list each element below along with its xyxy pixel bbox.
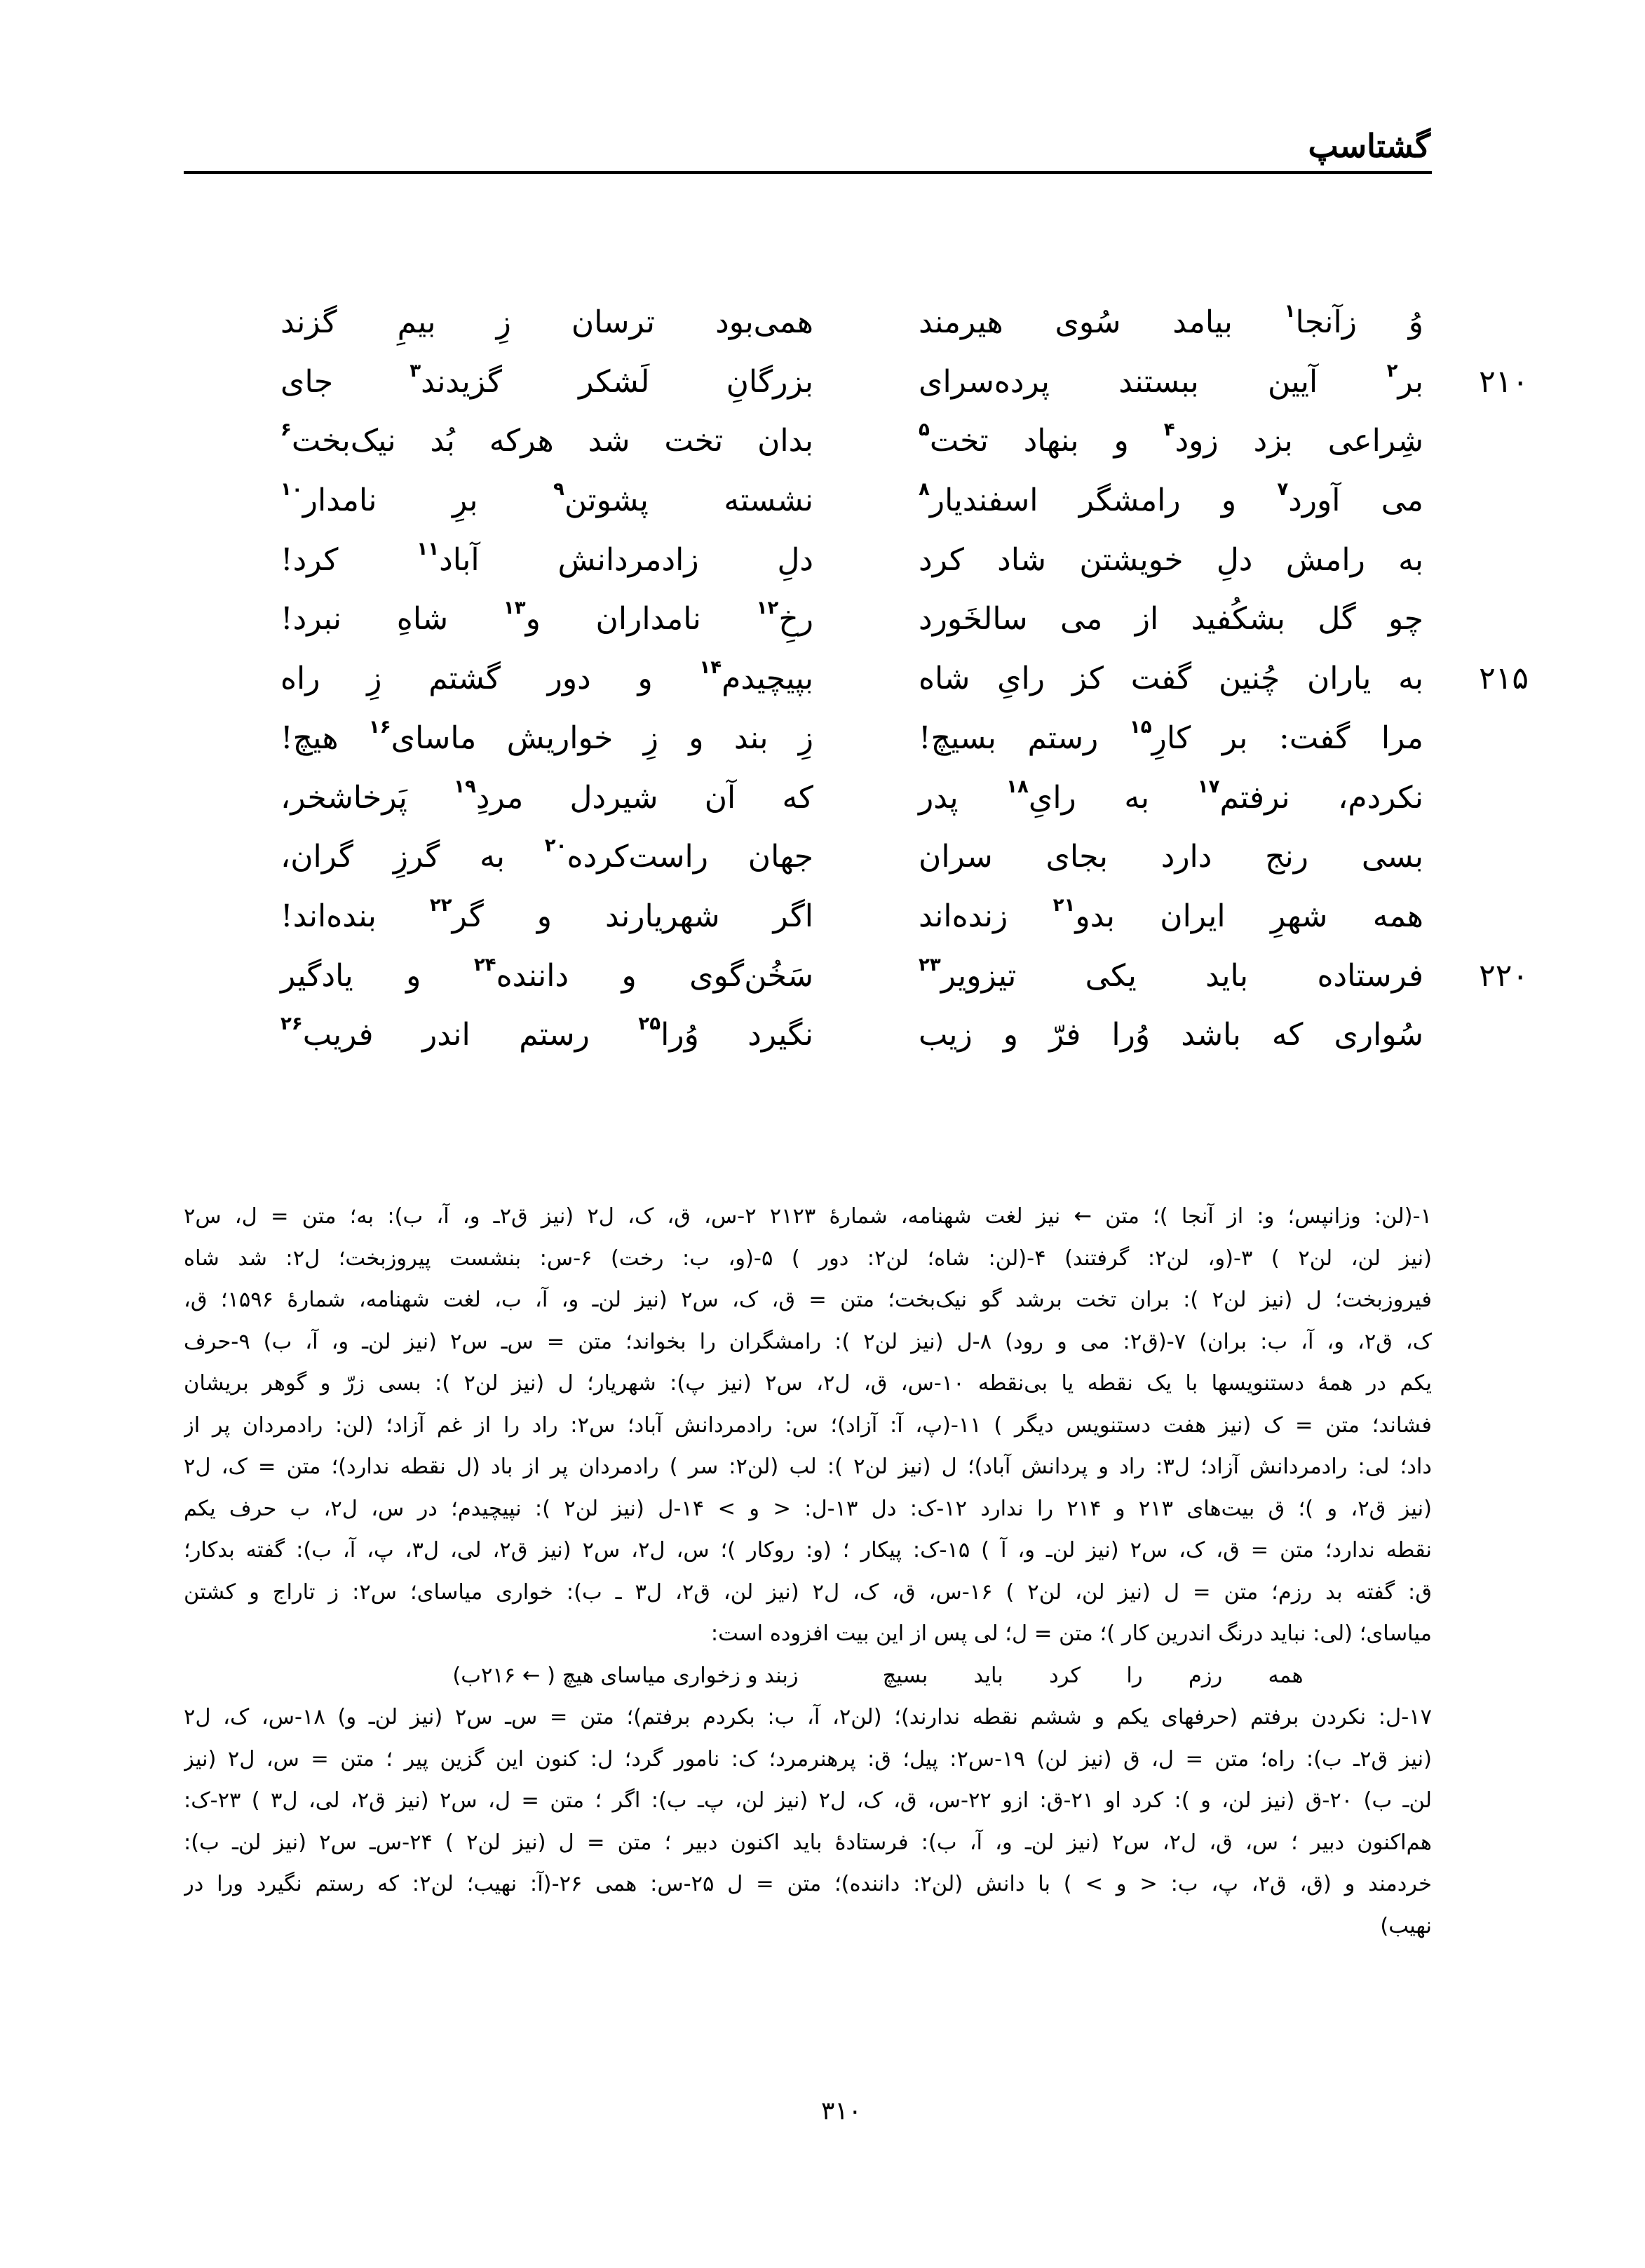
verse-text: نامداران و xyxy=(525,601,757,637)
verse-text: بسی رنج دارد بجای سران xyxy=(919,839,1423,875)
verse-text: جای xyxy=(280,363,410,400)
hemistich-second xyxy=(280,709,813,769)
couplet xyxy=(266,412,1529,471)
verse-text: بدان تخت شد هرکه بُد نیک‌بخت xyxy=(291,423,813,459)
verse-text: به یاران چُنین گفت کز رایِ شاه xyxy=(919,661,1423,697)
footnote-marker: ۶ xyxy=(280,419,292,441)
verse-text: شاهِ نبرد! xyxy=(280,601,503,637)
verse-text: همه شهرِ ایران بدو xyxy=(1075,898,1423,934)
hemistich-first xyxy=(919,828,1423,887)
verse-text: به رامش دلِ خویشتن شاد کرد xyxy=(919,541,1423,578)
footnote-marker: ۷ xyxy=(1277,479,1289,501)
footnote-line: (نیز ق۲، و )؛ ق بیت‌های ۲۱۳ و ۲۱۴ را ندارد ۱۲-ک: دل ۱۳-ل: < و > ۱۴-ل (نیز لن۲ ): نپیچیدم؛ در س، ل۲، ب حرف یکم xyxy=(184,1496,1432,1521)
verse-text: می آورد xyxy=(1288,482,1423,519)
couplet xyxy=(266,1006,1529,1065)
hemistich-second xyxy=(280,649,813,709)
verse-text: زنده‌اند xyxy=(919,898,1053,934)
footnote-marker: ۱۹ xyxy=(454,776,476,797)
verse-text: آیین ببستند پرده‌سرای xyxy=(919,363,1387,400)
footnote-line: فیروزبخت؛ ل (نیز لن۲ ): بران تخت برشد گو نیک‌بخت؛ متن = ق، ک، س۲ (نیز لن‌ـ و، آ، ب، لغت شهنامه، شمارهٔ ۱۵۹۶؛ ق، xyxy=(184,1288,1432,1312)
footnote-marker: ۲۴ xyxy=(473,954,496,976)
hemistich-first xyxy=(919,947,1423,1006)
hemistich-second xyxy=(280,769,813,828)
hemistich-first xyxy=(919,531,1423,590)
verse-text: زِ بند و زِ خواریش ماسای xyxy=(391,720,813,756)
footnote-marker: ۲۰ xyxy=(544,835,567,857)
hemistich-first xyxy=(919,412,1423,471)
hemistich-second xyxy=(280,828,813,887)
couplet xyxy=(266,649,1529,709)
footnote-line: نقطه ندارد؛ متن = ق، ک، س۲ (نیز لن‌ـ و، آ ) ۱۵-ک: پیکار ؛ (و: روکار )؛ س، ل۲، س۲ (نیز ق۲، لی، ل۳، پ، آ، ب): گفته بدکار؛ xyxy=(184,1538,1432,1562)
verse-text: و بنهاد تخت xyxy=(929,423,1164,459)
footnote-marker: ۱۱ xyxy=(417,538,440,560)
couplet xyxy=(266,887,1529,947)
quoted-verse xyxy=(184,1655,1432,1697)
footnote-marker: ۱۰ xyxy=(280,479,303,501)
verse-text: اگر شهریارند و گر xyxy=(452,898,813,934)
hemistich-first xyxy=(919,887,1423,947)
footnote-marker: ۲۵ xyxy=(638,1013,661,1035)
hemistich-first xyxy=(919,590,1423,649)
verse-text: کرد! xyxy=(280,541,417,578)
verse-text: که آن شیردل مردِ xyxy=(475,779,813,816)
hemistich-second xyxy=(280,353,813,412)
verse-number: ۲۱۵ xyxy=(1479,661,1529,697)
verse-text: نگیرد وُرا xyxy=(661,1017,813,1053)
verse-text: به رایِ xyxy=(1028,779,1198,816)
footnote-marker: ۲۳ xyxy=(919,954,941,976)
footnote-line: میاسای؛ (لی: نباید درنگ اندرین کار )؛ متن = ل؛ لی پس از این بیت افزوده است: xyxy=(710,1621,1432,1646)
verse-text: جهان راست‌کرده xyxy=(567,839,813,875)
footnote-marker: ۱ xyxy=(1284,301,1296,322)
verse-text: وُ زآنجا xyxy=(1295,304,1423,340)
verse-text: نشسته پشوتن xyxy=(564,482,813,519)
footnote-marker: ۱۶ xyxy=(368,716,391,738)
footnote-marker: ۱۵ xyxy=(1129,716,1152,738)
verse-text: بپیچیدم xyxy=(722,661,813,697)
footnote-line: نهیب) xyxy=(1380,1913,1432,1938)
hemistich-second xyxy=(280,412,813,471)
footnote-line: داد؛ لی: رادمردانش آزاد؛ ل۳: راد و پردانش آباد)؛ ل (نیز لن۲ ): لب (لن۲: سر ) رادمردان پر از باد (ل نقطه ندارد)؛ متن = ک، ل۲ xyxy=(184,1454,1432,1479)
footnotes xyxy=(184,1196,1432,1947)
page-number: ۳۱۰ xyxy=(820,2097,862,2126)
verse-text: شِراعی بزد زود xyxy=(1174,423,1423,459)
hemistich-first xyxy=(919,293,1423,353)
couplet xyxy=(266,590,1529,649)
verse-number: ۲۲۰ xyxy=(1479,957,1529,994)
verse-number: ۲۱۰ xyxy=(1479,363,1529,400)
footnote-marker: ۲۶ xyxy=(280,1013,303,1035)
couplet xyxy=(266,709,1529,769)
hemistich-first xyxy=(919,1006,1423,1065)
verse-text: و یادگیر xyxy=(280,957,474,994)
footnote-line: لن‌ـ ب) ۲۰-ق (نیز لن، و ): کرد او ۲۱-ق: ازو ۲۲-س، ق، ک، ل۲ (نیز لن، پ‌ـ ب): اگر ؛ متن = ل، س۲ (نیز ق۲، لی، ل۳ ) ۲۳-ک: xyxy=(184,1788,1432,1813)
footnote-line: خردمند و (ق، ق۲، پ، ب: < و > ) با دانش (لن۲: داننده)؛ متن = ل ۲۵-س: همی ۲۶-(آ: نهیب؛ لن۲: که رستم نگیرد ورا در xyxy=(184,1872,1432,1896)
verse-text: بزرگانِ لَشکر گزیدند xyxy=(421,363,814,400)
footnote-marker: ۲۱ xyxy=(1052,894,1076,916)
verse-text: همی‌بود ترسان زِ بیمِ گزند xyxy=(280,304,813,340)
footnote-line: فشاند؛ متن = ک (نیز هفت دستنویس دیگر ) ۱۱-(پ، آ: آزاد)؛ س: رادمردانش آباد؛ س۲: راد را از غم آزاد؛ (لن: رادمردان پر از xyxy=(184,1412,1432,1438)
verse-text: رستم اندر فریب xyxy=(302,1017,639,1053)
hemistich-second xyxy=(280,947,813,1006)
quoted-hemistich-first: همه رزم را کرد باید بسیچ xyxy=(882,1663,1304,1688)
footnote-line: یکم در همهٔ دستنویسها با یک نقطه یا بی‌نقطه ۱۰-س، ق، ل۲، س۲ (نیز پ): شهریار؛ ل (نیز لن۲ ): بسی زرّ و گوهر بریشان xyxy=(184,1371,1432,1396)
footnote-marker: ۲ xyxy=(1386,360,1398,382)
verse-text: مرا گفت: بر کارِ xyxy=(1151,720,1424,756)
hemistich-second xyxy=(280,471,813,531)
running-head-title: گشتاسپ xyxy=(1308,127,1430,165)
footnote-line: ۱-(لن: وزانپس؛ و: از آنجا )؛ متن ← نیز لغت شهنامه، شمارهٔ ۲۱۲۳ ۲-س، ق، ک، ل۲ (نیز ق۲ـ و، آ، ب): به؛ متن = ل، س۲ xyxy=(184,1204,1432,1229)
hemistich-first xyxy=(919,649,1423,709)
footnote-marker: ۱۷ xyxy=(1197,776,1220,797)
verse-text: به گرزِ گران، xyxy=(280,839,545,875)
hemistich-second xyxy=(280,531,813,590)
verse-text: بر xyxy=(1397,363,1423,400)
footnote-line: ق: گفته بد رزم؛ متن = ل (نیز لن، لن۲ ) ۱۶-س، ق، ک، ل۲ (نیز لن، ق۲، ل۳ ـ ب): خواری میاسای؛ س۲: ز تاراج و کشتن xyxy=(184,1579,1432,1605)
verse-text: نکردم، نرفتم xyxy=(1219,779,1424,816)
verse-text: دلِ زادمردانش آباد xyxy=(439,541,813,578)
verse-text: پَرخاشخر، xyxy=(280,779,454,816)
couplet xyxy=(266,531,1529,590)
footnote-marker: ۴ xyxy=(1163,419,1175,441)
verse-text: پدر xyxy=(919,779,1007,816)
couplet xyxy=(266,353,1529,412)
couplet xyxy=(266,293,1529,353)
footnote-marker: ۵ xyxy=(919,419,930,441)
footnote-marker: ۹ xyxy=(553,479,564,501)
footnote-line: (نیز لن، لن۲ ) ۳-(و، لن۲: گرفتند) ۴-(لن: شاه؛ لن۲: دور ) ۵-(و، ب: رخت) ۶-س: بنشست پیروزبخت؛ ل۲: شد شاه xyxy=(184,1246,1432,1271)
footnote-marker: ۱۲ xyxy=(756,598,779,619)
footnote-line: ۱۷-ل: نکردن برفتم (حرفهای یکم و ششم نقطه ندارند)؛ (لن۲، آ، ب: بکردم برفتم)؛ متن = س‌ـ س۲ (نیز لن‌ـ و) ۱۸-س، ک، ل۲ xyxy=(184,1705,1432,1729)
verse-text: هیچ! xyxy=(280,720,369,756)
footnote-line: هم‌اکنون دبیر ؛ س، ق، ل۲، س۲ (نیز لن‌ـ و، آ، ب): فرستادهٔ باید اکنون دبیر ؛ متن = ل (نیز لن۲ ) ۲۴-س‌ـ س۲ (نیز لن‌ـ ب): xyxy=(184,1830,1432,1855)
verse-text: فرستاده باید یکی تیزویر xyxy=(940,957,1423,994)
footnote-marker: ۲۲ xyxy=(429,894,452,916)
verse-text: و دور گشتم زِ راه xyxy=(280,661,700,697)
hemistich-second xyxy=(280,293,813,353)
footnote-marker: ۱۸ xyxy=(1006,776,1029,797)
verse-text: سُواری که باشد وُرا فرّ و زیب xyxy=(919,1017,1423,1053)
header-rule xyxy=(184,171,1432,174)
quoted-hemistich-second: زبند و زخواری میاسای هیچ ( ← ۲۱۶ب) xyxy=(452,1663,799,1688)
hemistich-first xyxy=(919,769,1423,828)
verse-text: برِ نامدار xyxy=(302,482,554,519)
couplet xyxy=(266,828,1529,887)
couplet xyxy=(266,769,1529,828)
hemistich-second xyxy=(280,1006,813,1065)
footnote-marker: ۱۳ xyxy=(503,598,526,619)
footnote-line: ک، ق۲، و، آ، ب: بران) ۷-(ق۲: می و رود) ۸-ل (نیز لن۲ ): رامشگران را بخواند؛ متن = س‌ـ س۲ (نیز لن‌ـ و، آ، ب) ۹-حرف xyxy=(184,1329,1432,1354)
verse-text: و رامشگر اسفندیار xyxy=(929,482,1278,519)
verse-text: رخِ xyxy=(778,601,814,637)
footnote-line: (نیز ق۲ـ ب): راه؛ متن = ل، ق (نیز لن) ۱۹-س۲: پیل؛ ق: پرهنرمرد؛ ک: نامور گرد؛ ل: کنون این گزین پیر ؛ متن = س، ل۲ (نیز xyxy=(184,1746,1432,1771)
footnote-marker: ۸ xyxy=(919,479,930,501)
verse-text: رستم بسیچ! xyxy=(919,720,1130,756)
footnote-marker: ۱۴ xyxy=(699,657,722,679)
couplet xyxy=(266,471,1529,531)
hemistich-second xyxy=(280,590,813,649)
verse-text: سَخُن‌گوی و داننده xyxy=(496,957,813,994)
footnote-marker: ۳ xyxy=(409,360,421,382)
couplet xyxy=(266,947,1529,1006)
hemistich-first xyxy=(919,471,1423,531)
hemistich-first xyxy=(919,353,1423,412)
poem-verses xyxy=(266,293,1529,1065)
hemistich-first xyxy=(919,709,1423,769)
verse-text: بنده‌اند! xyxy=(280,898,430,934)
verse-text: چو گل بشکُفید از می سالخَورد xyxy=(919,601,1423,637)
hemistich-second xyxy=(280,887,813,947)
verse-text: بیامد سُوی هیرمند xyxy=(919,304,1285,340)
